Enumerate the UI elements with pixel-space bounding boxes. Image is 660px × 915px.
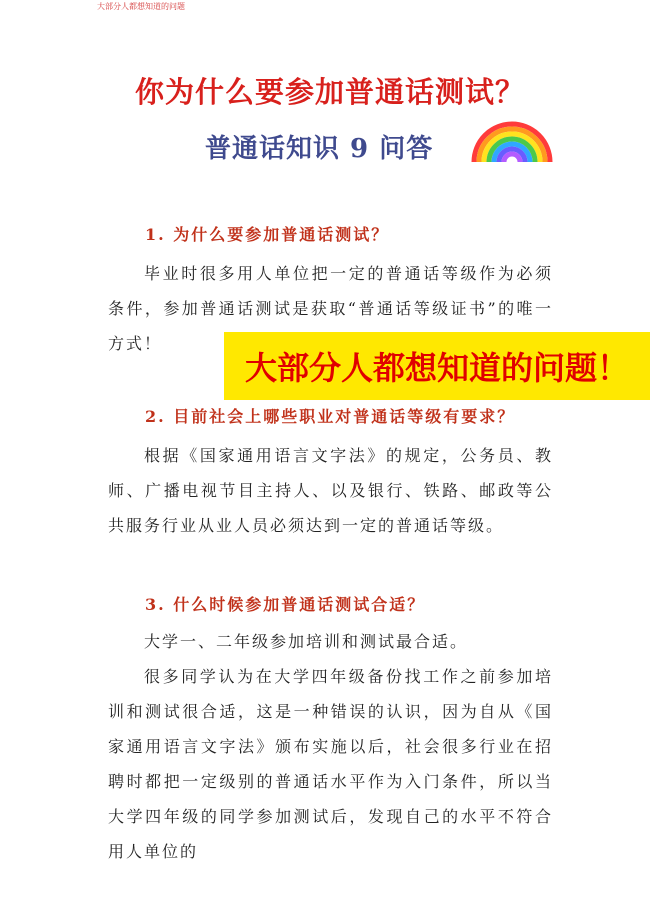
page-title: 你为什么要参加普通话测试？ bbox=[134, 75, 525, 109]
question-2-title: 2. 目前社会上哪些职业对普通话等级有要求？ bbox=[145, 407, 516, 426]
question-3-title: 3. 什么时候参加普通话测试合适？ bbox=[145, 595, 426, 614]
header-tag: 大部分人都想知道的问题 bbox=[97, 2, 185, 11]
question-1-answer: 毕业时很多用人单位把一定的普通话等级作为必须条件，参加普通话测试是获取“普通话等级证书”的唯一方式！ bbox=[108, 264, 553, 353]
question-3-answer-1: 大学一、二年级参加培训和测试最合适。 bbox=[144, 632, 469, 651]
highlight-banner: 大部分人都想知道的问题！ bbox=[224, 332, 650, 400]
page-subtitle: 普通话知识 9 问答 bbox=[205, 134, 434, 164]
question-2-answer: 根据《国家通用语言文字法》的规定，公务员、教师、广播电视节目主持人、以及银行、铁路、邮政等公共服务行业从业人员必须达到一定的普通话等级。 bbox=[108, 446, 553, 535]
question-3-answer-2: 很多同学认为在大学四年级备份找工作之前参加培训和测试很合适，这是一种错误的认识，因为自从《国家通用语言文字法》颁布实施以后，社会很多行业在招聘时都把一定级别的普通话水平作为入门条件，所以当大学四年级的同学参加测试后，发现自己的水平不符合用人单位的 bbox=[108, 667, 553, 861]
question-1-title: 1. 为什么要参加普通话测试？ bbox=[145, 225, 390, 244]
rainbow-icon bbox=[470, 120, 554, 164]
